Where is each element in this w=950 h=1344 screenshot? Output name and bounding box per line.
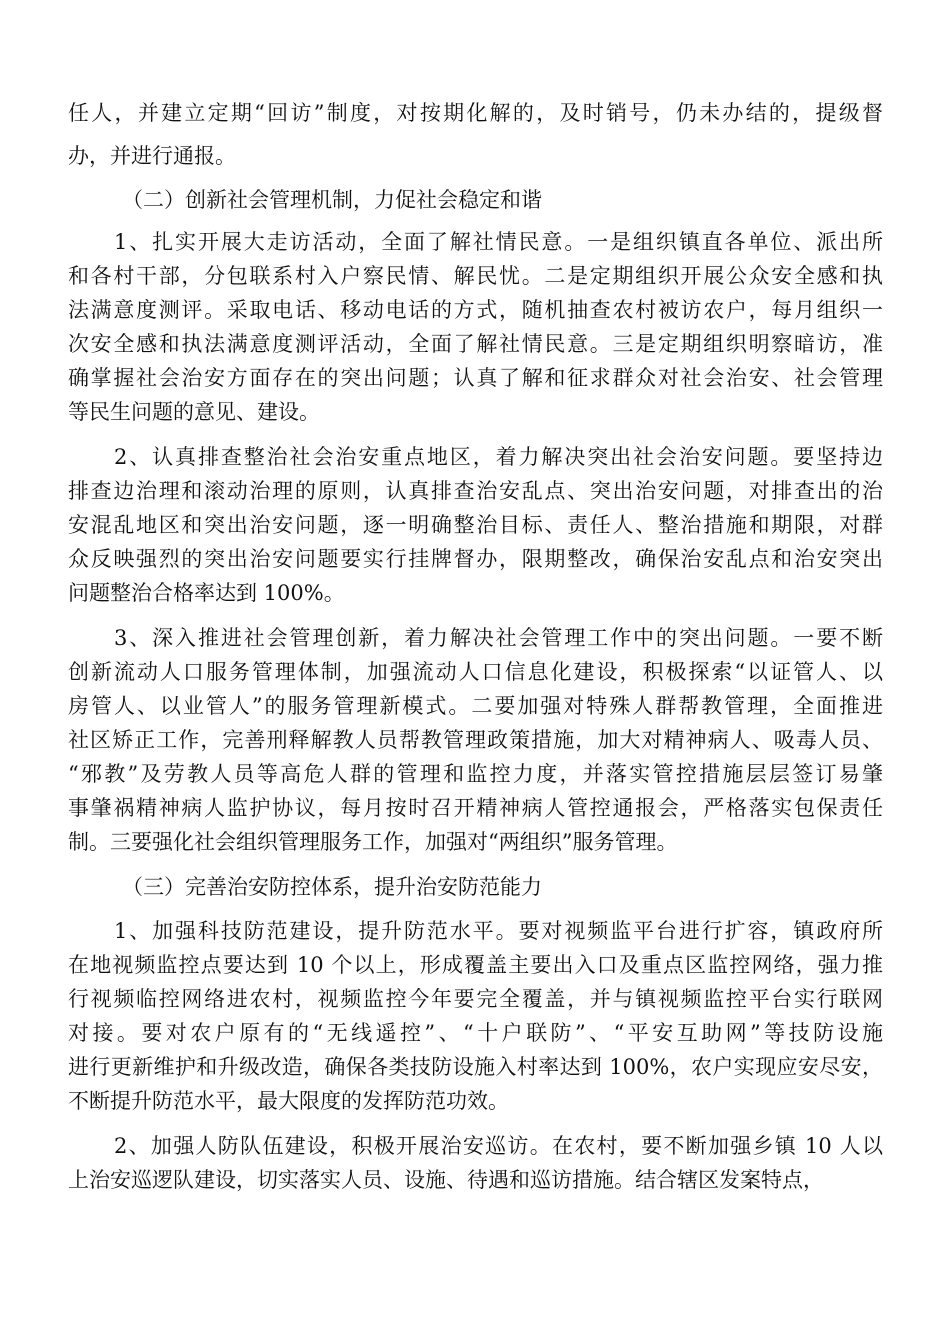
paragraph-line: 上治安巡逻队建设，切实落实人员、设施、待遇和巡访措施。结合辖区发案特点， [68,1168,824,1192]
paragraph-line: 等民生问题的意见、建设。 [68,400,320,424]
paragraph-line: 社区矫正工作，完善刑释解教人员帮教管理政策措施，加大对精神病人、吸毒人员、 [68,728,883,752]
section-heading: （二）创新社会管理机制，力促社会稳定和谐 [122,188,542,212]
paragraph-line: 和各村干部，分包联系村入户察民情、解民忧。二是定期组织开展公众安全感和执 [68,264,883,288]
paragraph-line: 进行更新维护和升级改造，确保各类技防设施入村率达到 100%，农户实现应安尽安， [68,1055,883,1079]
paragraph-line: 制。三要强化社会组织管理服务工作，加强对“两组织”服务管理。 [68,830,678,854]
paragraph-line: 1、加强科技防范建设，提升防范水平。要对视频监平台进行扩容，镇政府所 [114,919,883,943]
paragraph-line: 1、扎实开展大走访活动，全面了解社情民意。一是组织镇直各单位、派出所 [114,230,883,254]
paragraph-line: 安混乱地区和突出治安问题，逐一明确整治目标、责任人、整治措施和期限，对群 [68,513,883,537]
paragraph-line: 房管人、以业管人”的服务管理新模式。二要加强对特殊人群帮教管理，全面推进 [68,694,883,718]
paragraph-line: 事肇祸精神病人监护协议，每月按时召开精神病人管控通报会，严格落实包保责任 [68,796,883,820]
paragraph-line: 2、加强人防队伍建设，积极开展治安巡访。在农村，要不断加强乡镇 10 人以 [114,1134,883,1158]
paragraph-line: 对接。要对农户原有的“无线遥控”、“十户联防”、“平安互助网”等技防设施 [68,1021,883,1045]
paragraph-line: 排查边治理和滚动治理的原则，认真排查治安乱点、突出治安问题，对排查出的治 [68,479,883,503]
paragraph-line: 办，并进行通报。 [68,144,236,168]
paragraph-line: 任人，并建立定期“回访”制度，对按期化解的，及时销号，仍未办结的，提级督 [68,101,883,125]
section-heading: （三）完善治安防控体系，提升治安防范能力 [122,875,542,899]
paragraph-line: 不断提升防范水平，最大限度的发挥防范功效。 [68,1089,509,1113]
paragraph-line: “邪教”及劳教人员等高危人群的管理和监控力度，并落实管控措施层层签订易肇 [68,762,883,786]
paragraph-line: 众反映强烈的突出治安问题要实行挂牌督办，限期整改，确保治安乱点和治安突出 [68,547,883,571]
paragraph-line: 问题整治合格率达到 100%。 [68,581,345,605]
paragraph-line: 确掌握社会治安方面存在的突出问题；认真了解和征求群众对社会治安、社会管理 [68,366,883,390]
paragraph-line: 2、认真排查整治社会治安重点地区，着力解决突出社会治安问题。要坚持边 [114,445,883,469]
paragraph-line: 在地视频监控点要达到 10 个以上，形成覆盖主要出入口及重点区监控网络，强力推 [68,953,883,977]
paragraph-line: 法满意度测评。采取电话、移动电话的方式，随机抽查农村被访农户，每月组织一 [68,298,883,322]
paragraph-line: 3、深入推进社会管理创新，着力解决社会管理工作中的突出问题。一要不断 [114,626,883,650]
paragraph-line: 次安全感和执法满意度测评活动，全面了解社情民意。三是定期组织明察暗访，准 [68,332,883,356]
paragraph-line: 创新流动人口服务管理体制，加强流动人口信息化建设，积极探索“以证管人、以 [68,660,883,684]
paragraph-line: 行视频临控网络进农村，视频监控今年要完全覆盖，并与镇视频监控平台实行联网 [68,987,883,1011]
